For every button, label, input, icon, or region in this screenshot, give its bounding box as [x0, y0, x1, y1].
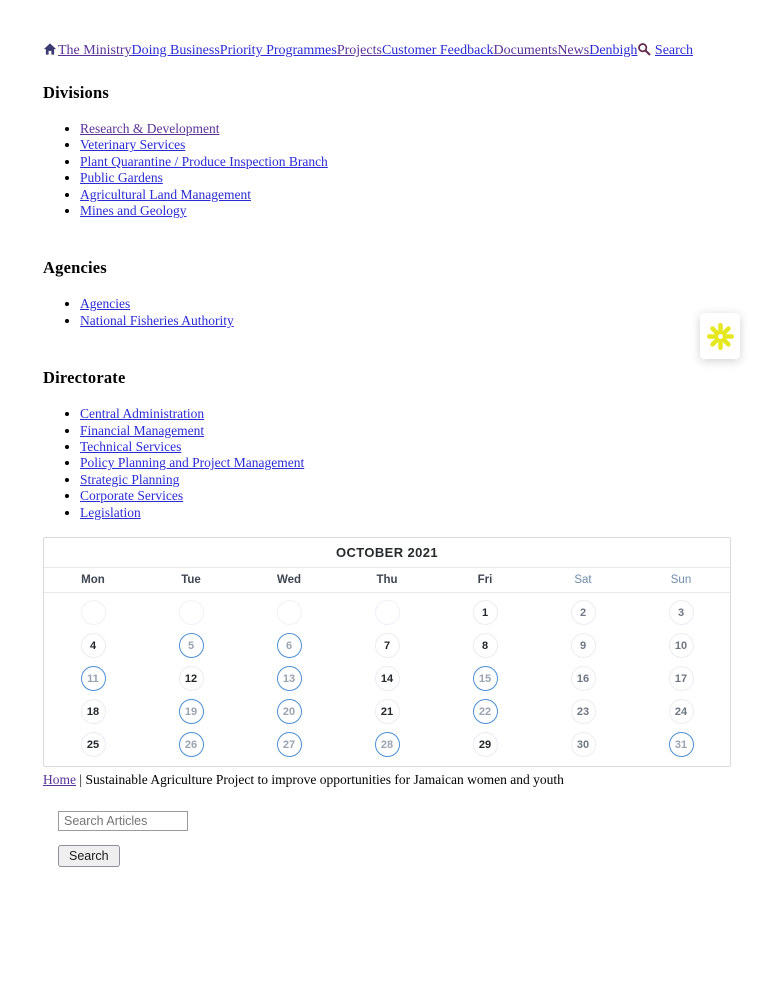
- day-circle: 14: [375, 666, 400, 691]
- section-list-directorate: [43, 406, 731, 521]
- nav-link-doing-business[interactable]: Doing Business: [131, 43, 220, 58]
- day-circle: 18: [81, 699, 106, 724]
- calendar-week-3: [44, 662, 730, 695]
- day-circle: [277, 600, 302, 625]
- calendar-day-8: [473, 633, 498, 658]
- asterisk-icon: [707, 323, 734, 350]
- calendar-day-20[interactable]: [277, 699, 302, 724]
- events-calendar: [43, 537, 731, 767]
- section-directorate: [43, 368, 731, 521]
- home-icon: [43, 42, 57, 56]
- day-circle: 16: [571, 666, 596, 691]
- day-circle: 10: [669, 633, 694, 658]
- calendar-day-29: [473, 732, 498, 757]
- calendar-week-4: [44, 695, 730, 728]
- calendar-day-4: [81, 633, 106, 658]
- link-agencies[interactable]: Agencies: [80, 296, 131, 312]
- event-day-circle[interactable]: 28: [375, 732, 400, 757]
- nav-link-customer-feedback[interactable]: Customer Feedback: [381, 43, 494, 58]
- calendar-day-16: [571, 666, 596, 691]
- event-day-circle[interactable]: 26: [179, 732, 204, 757]
- list-item: [80, 170, 731, 186]
- list-item: [80, 423, 731, 439]
- list-item: [80, 313, 731, 329]
- nav-link-documents[interactable]: Documents: [493, 43, 558, 58]
- calendar-day-24: [669, 699, 694, 724]
- calendar-empty-cell: [277, 600, 302, 625]
- calendar-week-1: [44, 596, 730, 629]
- calendar-day-25: [81, 732, 106, 757]
- day-circle: 4: [81, 633, 106, 658]
- day-circle: 17: [669, 666, 694, 691]
- calendar-day-18: [81, 699, 106, 724]
- list-item: [80, 187, 731, 203]
- section-list-divisions: [43, 121, 731, 219]
- home-breadcrumb-link[interactable]: Home: [43, 772, 76, 788]
- calendar-title: OCTOBER 2021: [44, 538, 730, 568]
- day-header-tue: Tue: [181, 574, 201, 587]
- calendar-day-17: [669, 666, 694, 691]
- nav-link-projects[interactable]: Projects: [336, 43, 382, 58]
- accessibility-widget[interactable]: [700, 313, 740, 359]
- breadcrumb-separator: |: [76, 772, 86, 788]
- day-circle: 12: [179, 666, 204, 691]
- calendar-day-15[interactable]: [473, 666, 498, 691]
- calendar-day-9: [571, 633, 596, 658]
- calendar-day-10: [669, 633, 694, 658]
- day-circle: [375, 600, 400, 625]
- calendar-day-14: [375, 666, 400, 691]
- link-policy-planning-and-project-management[interactable]: Policy Planning and Project Management: [80, 455, 305, 471]
- event-day-circle[interactable]: 6: [277, 633, 302, 658]
- link-technical-services[interactable]: Technical Services: [80, 439, 182, 455]
- link-financial-management[interactable]: Financial Management: [80, 422, 205, 438]
- day-circle: 29: [473, 732, 498, 757]
- calendar-day-12: [179, 666, 204, 691]
- section-agencies: [43, 258, 731, 329]
- day-header-sun: Sun: [670, 574, 692, 587]
- top-nav: [43, 42, 731, 59]
- search-icon: [637, 42, 651, 56]
- link-national-fisheries-authority[interactable]: National Fisheries Authority: [80, 312, 234, 328]
- day-circle: 3: [669, 600, 694, 625]
- day-circle: 9: [571, 633, 596, 658]
- calendar-day-13[interactable]: [277, 666, 302, 691]
- list-item: [80, 203, 731, 219]
- link-strategic-planning[interactable]: Strategic Planning: [80, 471, 180, 487]
- calendar-day-28[interactable]: [375, 732, 400, 757]
- event-day-circle[interactable]: 15: [473, 666, 498, 691]
- link-legislation[interactable]: Legislation: [80, 504, 141, 520]
- day-circle: 7: [375, 633, 400, 658]
- day-circle: 8: [473, 633, 498, 658]
- list-item: [80, 439, 731, 455]
- calendar-day-23: [571, 699, 596, 724]
- calendar-week-5: [44, 728, 730, 761]
- day-circle: 30: [571, 732, 596, 757]
- link-plant-quarantine-produce-inspection-branch[interactable]: Plant Quarantine / Produce Inspection Branch: [80, 153, 328, 169]
- calendar-day-2: [571, 600, 596, 625]
- day-circle: 1: [473, 600, 498, 625]
- calendar-empty-cell: [375, 600, 400, 625]
- calendar-day-3: [669, 600, 694, 625]
- list-item: [80, 154, 731, 170]
- link-public-gardens[interactable]: Public Gardens: [80, 170, 163, 186]
- calendar-day-31[interactable]: [669, 732, 694, 757]
- search-articles-input[interactable]: [58, 811, 188, 831]
- day-header-sat: Sat: [574, 574, 592, 587]
- home-link[interactable]: [43, 43, 57, 58]
- section-list-agencies: [43, 296, 731, 329]
- day-circle: 24: [669, 699, 694, 724]
- day-circle: [81, 600, 106, 625]
- calendar-empty-cell: [81, 600, 106, 625]
- event-day-circle[interactable]: 13: [277, 666, 302, 691]
- day-header-fri: Fri: [477, 574, 493, 587]
- day-circle: 25: [81, 732, 106, 757]
- section-divisions: [43, 83, 731, 219]
- list-item: [80, 488, 731, 504]
- calendar-day-21: [375, 699, 400, 724]
- list-item: [80, 472, 731, 488]
- link-agricultural-land-management[interactable]: Agricultural Land Management: [80, 186, 251, 202]
- section-heading-divisions: Divisions: [43, 83, 109, 102]
- search-button[interactable]: Search: [58, 845, 120, 867]
- day-header-mon: Mon: [81, 574, 105, 587]
- nav-link-news[interactable]: News: [557, 43, 590, 58]
- list-item: [80, 505, 731, 521]
- list-item: [80, 455, 731, 471]
- event-day-circle[interactable]: 22: [473, 699, 498, 724]
- day-header-wed: Wed: [276, 574, 302, 587]
- calendar-grid: [44, 593, 730, 766]
- link-mines-and-geology[interactable]: Mines and Geology: [80, 203, 187, 219]
- calendar-day-5[interactable]: [179, 633, 204, 658]
- calendar-empty-cell: [179, 600, 204, 625]
- day-circle: [179, 600, 204, 625]
- calendar-day-11[interactable]: [81, 666, 106, 691]
- link-sections: [43, 83, 731, 521]
- event-day-circle[interactable]: 27: [277, 732, 302, 757]
- calendar-day-19[interactable]: [179, 699, 204, 724]
- event-day-circle[interactable]: 31: [669, 732, 694, 757]
- day-header-thu: Thu: [376, 574, 398, 587]
- list-item: [80, 406, 731, 422]
- list-item: [80, 121, 731, 137]
- day-circle: 2: [571, 600, 596, 625]
- nav-search-link[interactable]: [637, 43, 693, 58]
- calendar-day-26[interactable]: [179, 732, 204, 757]
- event-day-circle[interactable]: 11: [81, 666, 106, 691]
- calendar-week-2: [44, 629, 730, 662]
- event-day-circle[interactable]: 19: [179, 699, 204, 724]
- nav-search-label: Search: [654, 43, 694, 58]
- calendar-day-7: [375, 633, 400, 658]
- section-heading-agencies: Agencies: [43, 258, 107, 278]
- breadcrumb-page-title: Sustainable Agriculture Project to improve opportunities for Jamaican women and youth: [85, 772, 564, 788]
- list-item: [80, 137, 731, 153]
- day-circle: 21: [375, 699, 400, 724]
- nav-link-priority-programmes[interactable]: Priority Programmes: [219, 43, 337, 58]
- link-corporate-services[interactable]: Corporate Services: [80, 488, 184, 504]
- nav-link-the-ministry[interactable]: The Ministry: [58, 43, 132, 58]
- article-search: [58, 811, 731, 867]
- calendar-day-30: [571, 732, 596, 757]
- link-research-development[interactable]: Research & Development: [80, 121, 220, 136]
- day-circle: 23: [571, 699, 596, 724]
- section-heading-directorate: Directorate: [43, 368, 126, 388]
- event-day-circle[interactable]: 20: [277, 699, 302, 724]
- breadcrumb: [43, 772, 731, 788]
- nav-link-denbigh[interactable]: Denbigh: [589, 43, 638, 58]
- calendar-day-headers: [44, 568, 730, 593]
- link-veterinary-services[interactable]: Veterinary Services: [80, 137, 186, 153]
- link-central-administration[interactable]: Central Administration: [80, 406, 205, 422]
- calendar-day-1: [473, 600, 498, 625]
- calendar-day-22[interactable]: [473, 699, 498, 724]
- calendar-day-27[interactable]: [277, 732, 302, 757]
- calendar-day-6[interactable]: [277, 633, 302, 658]
- event-day-circle[interactable]: 5: [179, 633, 204, 658]
- list-item: [80, 296, 731, 312]
